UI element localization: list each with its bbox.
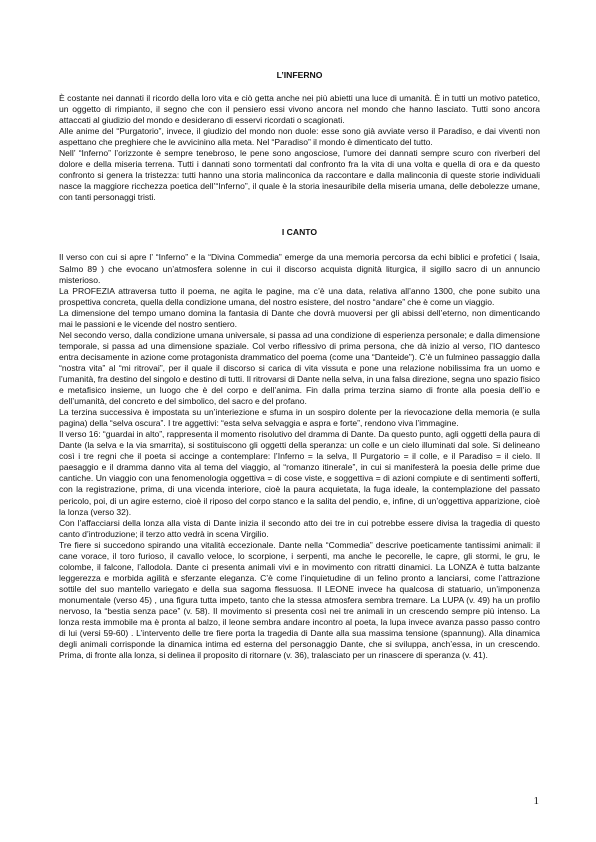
page-number: 1 <box>533 795 539 807</box>
paragraph: Tre fiere si succedono spirando una vitalità eccezionale. Dante nella “Commedia” descrive poeticamente tantissimi animali: il cane vorace, il toro furioso, il cavallo veloce, lo scorpione, i serpenti, ma anche le pecorelle, le capre, gli stormi, le gru, le colombe, il falcone, l’allodola. Dante ci presenta animali vivi e in movimento con ritratti dinamici. La LONZA è tutta balzante leggerezza e morbida agilità e sferzante eleganza. C’è come l’inquietudine di un felino pronto a lanciarsi, come l’attrazione sottile del suo mantello variegato e della sua sagoma flessuosa. Il LEONE invece ha qualcosa di statuario, un’imponenza monumentale (verso 45) , una figura tutta impeto, tanto che la stessa atmosfera sembra tremare. La LUPA (v. 49) ha un profilo nervoso, la “bestia senza pace” (v. 58). Il movimento si presenta così nei tre animali in un crescendo sempre più intenso. La lonza resta immobile ma è pronta al balzo, il leone sembra andare incontro al poeta, la lupa invece avanza passo passo contro di lui (versi 59-60) . L’intervento delle tre fiere porta la tragedia di Dante alla sua massima tensione (spannung). Alla dinamica degli animali corrisponde la dinamica intima ed esterna del personaggio Dante, che si sviluppa, anch’essa, in un crescendo. Prima, di fronte alla lonza, si delinea il proposito di ritornare (v. 36), tralasciato per un rinascere di speranza (v. 41). <box>59 539 540 661</box>
section-title-inferno: L’INFERNO <box>276 70 323 80</box>
paragraph: Nell’ “Inferno” l’orizzonte è sempre tenebroso, le pene sono angosciose, l’umore dei dannati sempre scuro con riverberi del dolore e della miseria terrena. Tutti i dannati sono tormentati dal confronto fra la vita di una volta e quella di ora e da questo confronto si genera la tristezza: tutti hanno una storia malinconica da raccontare e dalla malinconia di queste storie individuali nasce la maggiore ricchezza poetica dell’“Inferno”, il quale è la storia inesauribile della miseria umana, delle debolezze umane, con tanti personaggi tristi. <box>59 148 540 203</box>
paragraph: La PROFEZIA attraversa tutto il poema, ne agita le pagine, ma c’è una data, relativa all’anno 1300, che pone subito una prospettiva concreta, quella della condizione umana, del nostro esistere, del nostro “andare” che è come un viaggio. <box>59 285 540 307</box>
paragraph: Nel secondo verso, dalla condizione umana universale, si passa ad una condizione di esperienza personale; e dalla dimensione temporale, si passa ad una dimensione spaziale. Col verbo riflessivo di prima persona, che dà inizio al verso, l’IO dantesco entra decisamente in azione come protagonista drammatico del poema (come una “Danteide”). C’è un fulmineo passaggio dalla “nostra vita” al “mi ritrovai”, per il quale il discorso si carica di vita vissuta e pone una relazione nobilissima fra un uomo e l’umanità, fra destino del singolo e destino di tutti. Il ritrovarsi di Dante nella selva, in una falsa direzione, segna uno spazio fisico e metafisico insieme, un luogo che è del corpo e dell’anima. Fin dalla prima terzina siamo di fronte alla poesia dell’io e dell’umanità, del concreto e del simbolico, del sacro e del profano. <box>59 329 540 407</box>
paragraph: La dimensione del tempo umano domina la fantasia di Dante che dovrà muoversi per gli abissi dell’eterno, non dimenticando mai le passioni e le vicende del nostro sentiero. <box>59 307 540 329</box>
paragraph: È costante nei dannati il ricordo della loro vita e ciò getta anche nei più abietti una luce di umanità. È in tutti un motivo patetico, un oggetto di rimpianto, il segno che con il pensiero essi vivono ancora nel mondo che hanno lasciato. Tutti sono ancora attaccati al giudizio del mondo e desiderano di esservi ricordati o scagionati. <box>59 93 540 126</box>
section-canto-body <box>59 252 540 661</box>
section-title-canto: I CANTO <box>281 227 318 238</box>
paragraph: La terzina successiva è impostata su un’interiezione e sfuma in un sospiro dolente per la rievocazione della memoria (e sulla pagina) della “selva oscura”. I tre aggettivi: “esta selva selvaggia e aspra e forte”, rendono viva l’immagine. <box>59 407 540 429</box>
paragraph: Con l’affacciarsi della lonza alla vista di Dante inizia il secondo atto dei tre in cui potrebbe essere divisa la tragedia di questo canto d’introduzione; il terzo atto vedrà in scena Virgilio. <box>59 517 540 539</box>
paragraph: Alle anime del “Purgatorio”, invece, il giudizio del mondo non duole: esse sono già avviate verso il Paradiso, e dai viventi non aspettano che preghiere che le avvicinino alla meta. Nel “Paradiso” il mondo è dimenticato del tutto. <box>59 126 540 148</box>
document-page <box>59 68 540 661</box>
paragraph: Il verso 16: “guardai in alto”, rappresenta il momento risolutivo del dramma di Dante. Da questo punto, agli oggetti della paura di Dante (la selva e la via smarrita), si sostituiscono gli oggetti della speranza: un colle e un cielo illuminati dal sole. Si delineano così i tre regni che il poeta si accinge a contemplare: l’Inferno = la selva, Il Purgatorio = il colle, e il Paradiso = il cielo. Il paesaggio e il dramma danno vita al tema del viaggio, al “romanzo itinerale”, in cui si manifesterà la poesia delle prime due cantiche. Un viaggio con una fenomenologia oggettiva = di cose viste, e soggettiva = di azioni compiute e di sentimenti sofferti, con la registrazione, prima, di una vicenda interiore, cioè la paura acquietata, la fuga ideale, la contemplazione del passato pericolo, poi, di un agire esterno, cioè il riposo del corpo stanco e la salita del pendio, e, infine, di un’oggettiva apparizione, cioè la lonza (verso 32). <box>59 429 540 517</box>
paragraph: Il verso con cui si apre l’ “Inferno” e la “Divina Commedia” emerge da una memoria percorsa da echi biblici e profetici ( Isaia, Salmo 89 ) che evocano un’atmosfera solenne in cui il discorso acquista dignità liturgica, il sigillo sacro di un annuncio misterioso. <box>59 252 540 285</box>
section-inferno-body <box>59 93 540 203</box>
